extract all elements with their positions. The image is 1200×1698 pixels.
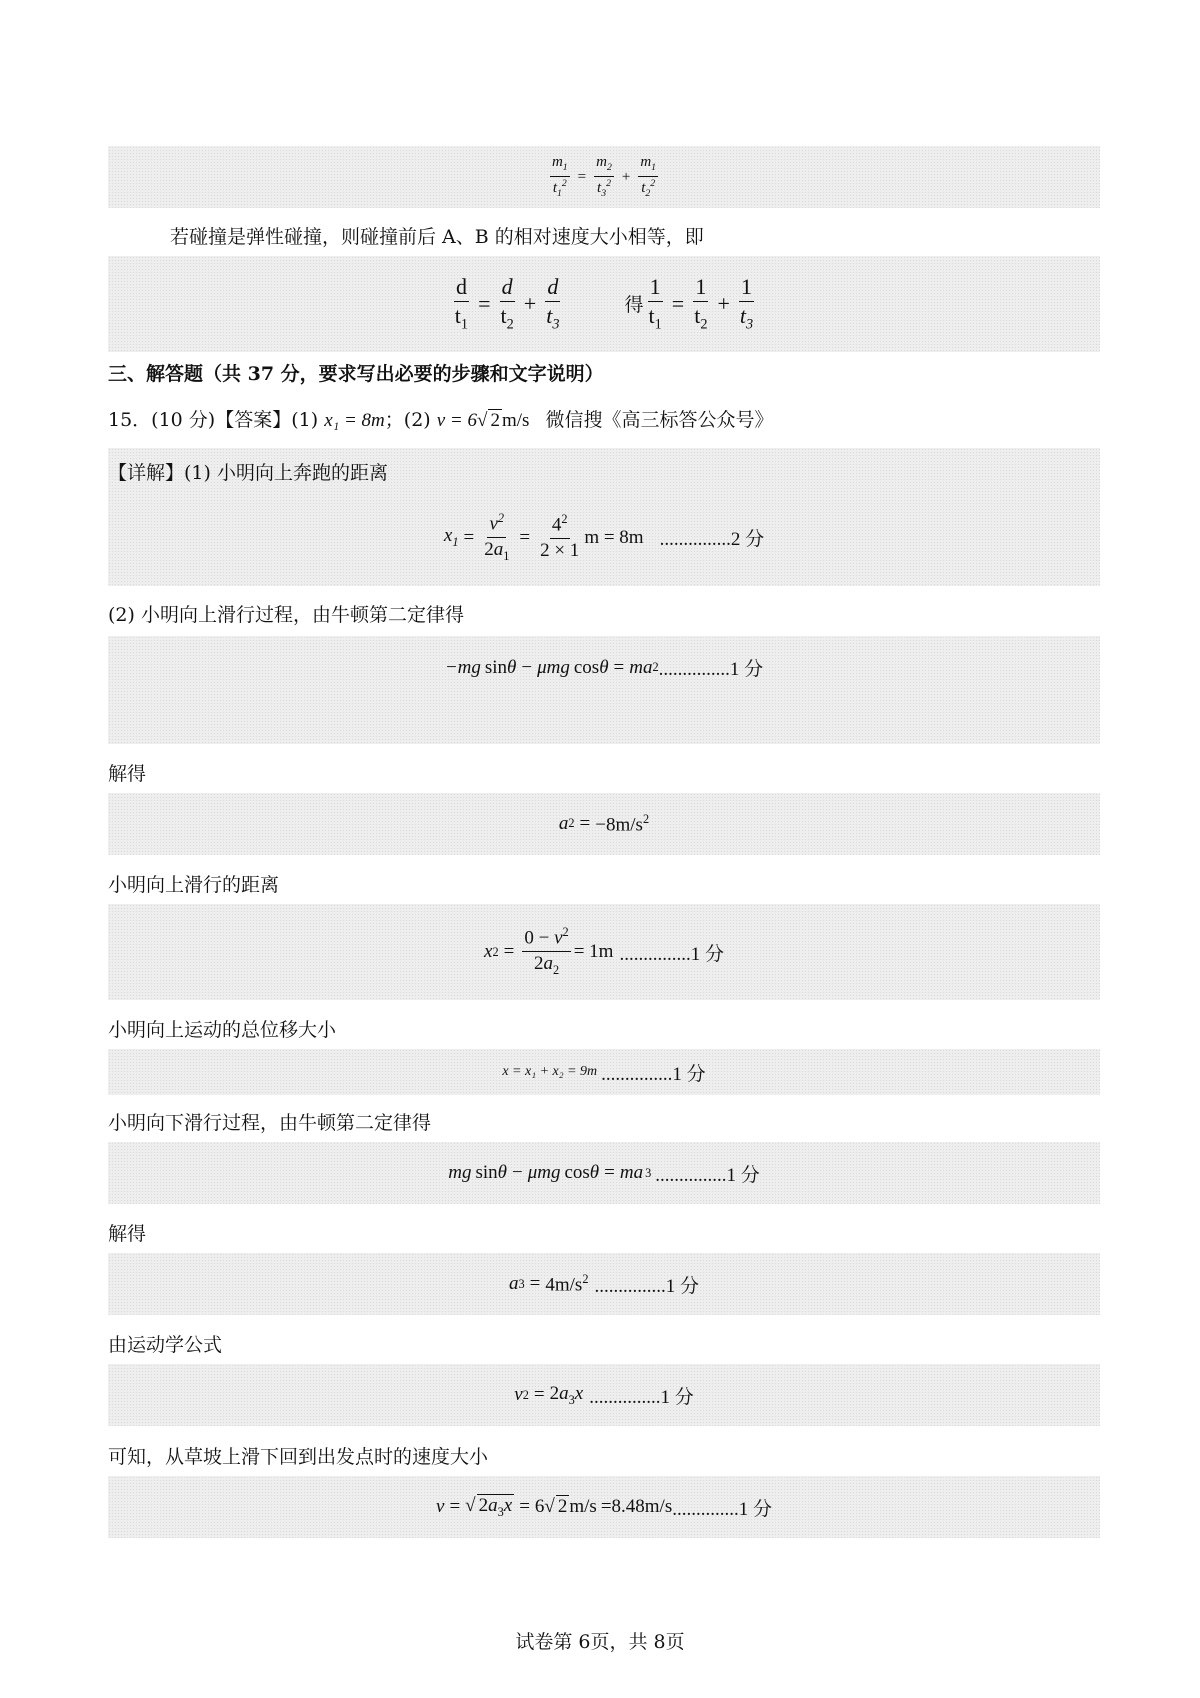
step-5-text: 小明向上运动的总位移大小	[108, 1019, 337, 1041]
score-e7: ...............1 分	[594, 1275, 700, 1297]
equation-band-newton-down	[108, 1142, 1100, 1204]
equation-x1: $x_1$ = $\frac{v^2}{2a_1}$ = $\frac{4^2}{2 \times 1}$ m = 8m ...............2 分	[443, 511, 765, 564]
score-e8: ...............1 分	[589, 1386, 694, 1408]
score-e5: ...............1 分	[601, 1063, 706, 1085]
equation-band-a3	[108, 1253, 1100, 1315]
equation-band-a2	[108, 793, 1100, 855]
step-3-text: 解得	[108, 763, 147, 785]
step-9-text: 可知，从草坡上滑下回到出发点时的速度大小	[108, 1446, 489, 1468]
equation-band-final-v	[108, 1476, 1100, 1538]
equation-momentum: $\frac{m_1}{t_1^2}$ = $\frac{m_2}{t_3^2}$ + $\frac{m_1}{t_2^2}$	[551, 154, 657, 199]
step-7-text: 解得	[108, 1223, 147, 1245]
score-e9: ..............1 分	[672, 1498, 772, 1520]
wechat-note: 微信搜《高三标答公众号》	[545, 409, 774, 431]
q15-prefix: 15．(10 分)【答案】(1)	[108, 409, 319, 431]
equation-x2: x 2 = $\frac{0 - v^2}{2a_2}$ = 1m ...............1 分	[484, 925, 724, 978]
equation-newton-up: −mg sin θ − μmg cos θ = ma 2 ...............1 分	[445, 654, 763, 681]
score-e2: ...............1 分	[658, 659, 764, 680]
section-heading: 三、解答题（共 37 分，要求写出必要的步骤和文字说明）	[108, 363, 604, 385]
equation-band-kinematic	[108, 1364, 1100, 1426]
step-8-text: 由运动学公式	[108, 1334, 223, 1356]
step-4-text: 小明向上滑行的距离	[108, 874, 280, 896]
equation-total-x	[502, 1059, 705, 1086]
eq5-text: x = x₁ + x₂ = 9m	[502, 1064, 598, 1079]
equation-relative-speed: $\frac{d}{t_1}$ = $\frac{d}{t_2}$ + $\frac{d}{t_3}$ 得 $\frac{1}{t_1}$ = $\frac{1}{t_2}$ + $\frac{1}{t_3}$	[454, 273, 754, 333]
elastic-collision-sentence: 若碰撞是弹性碰撞，则碰撞前后 A、B 的相对速度大小相等，即	[170, 226, 704, 248]
step-6-text: 小明向下滑行过程，由牛顿第二定律得	[108, 1112, 432, 1134]
equation-final-v: v = √ $2a_3x$ = 6√ 2 m/s =8.48m/s ..............1 分	[436, 1494, 772, 1520]
equation-kinematic: v 2 = $2a_3x$ ...............1 分	[514, 1382, 694, 1408]
score-e6: ...............1 分	[655, 1164, 760, 1186]
equation-newton-down: mg sin θ − μmg cos θ = ma 3 ...............1 分	[448, 1160, 760, 1187]
page-footer: 试卷第 6页，共 8页	[515, 1631, 685, 1653]
equation-band-newton-up	[108, 636, 1100, 744]
q15-answer-2: v = 6√ 2 m/s	[436, 410, 530, 431]
score-e1: ...............2 分	[659, 529, 765, 551]
equation-band-x2	[108, 904, 1100, 1000]
q15-answer-line	[108, 405, 773, 432]
score-e4: ...............1 分	[619, 943, 724, 965]
de-label: 得	[624, 294, 644, 317]
equation-a2: a 2 = $-8m/s^2$	[558, 811, 650, 836]
equation-a3: a 3 = $4m/s^2$ ...............1 分	[508, 1271, 700, 1297]
equation-band-relative-speed	[108, 256, 1100, 352]
step-1-text: 【详解】(1) 小明向上奔跑的距离	[108, 462, 388, 484]
step-2-text: (2) 小明向上滑行过程，由牛顿第二定律得	[108, 604, 464, 626]
eq9-value: =8.48m/s	[600, 1496, 673, 1517]
q15-sep: ；(2)	[384, 409, 431, 431]
equation-band-momentum	[108, 146, 1100, 208]
q15-answer-1: x₁ = 8m	[324, 410, 385, 431]
detail-band	[108, 448, 1100, 586]
equation-band-total-x	[108, 1049, 1100, 1095]
